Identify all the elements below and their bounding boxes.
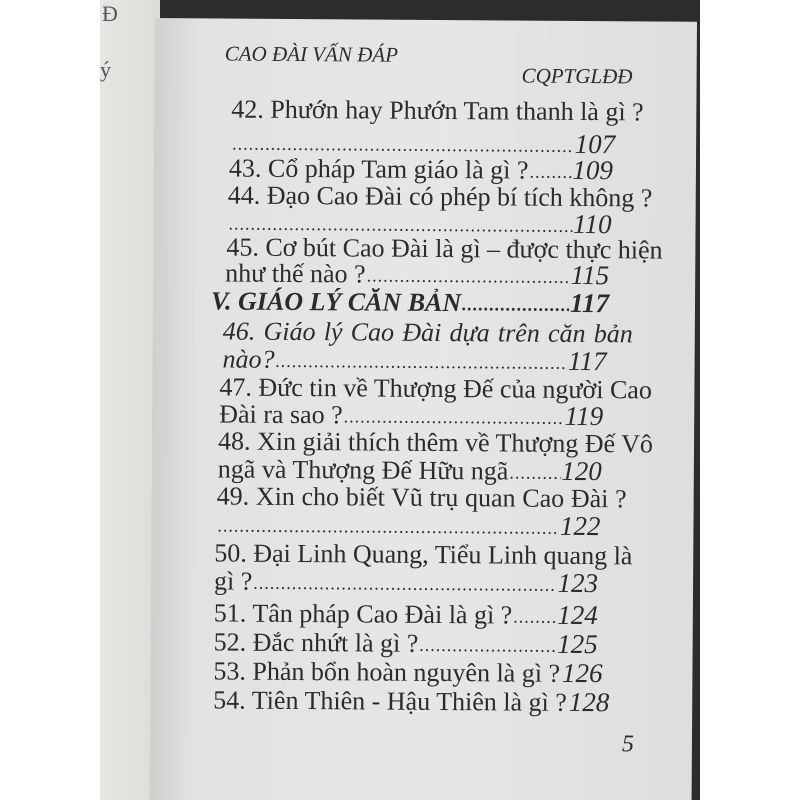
running-head-title: CAO ĐÀI VẤN ĐÁP — [224, 41, 399, 67]
toc-page-number: 128 — [568, 686, 610, 718]
toc-text: 53. Phản bổn hoàn nguyên là gì ? — [213, 656, 561, 688]
toc-page-number: 120 — [561, 455, 602, 487]
toc-section-v — [210, 286, 610, 319]
toc-entry-45-line1: 45. Cơ bút Cao Đài là gì – được thực hiện — [226, 232, 663, 265]
toc-page-number: 109 — [572, 154, 614, 186]
dot-leader — [253, 572, 556, 592]
page-number: 5 — [621, 731, 635, 758]
toc-entry-50-line2 — [213, 566, 599, 599]
toc-text: Đài ra sao ? — [219, 399, 343, 430]
section-heading: V. GIÁO LÝ CĂN BẢN — [210, 286, 462, 318]
dot-leader — [217, 514, 559, 534]
toc-page-number: 115 — [570, 259, 610, 291]
toc-entry-44-line2 — [228, 208, 612, 240]
toc-text: 51. Tân pháp Cao Đài là gì ? — [213, 598, 513, 630]
book-photo — [100, 0, 700, 800]
toc-entry-48-line2 — [217, 454, 602, 487]
toc-page-number: 122 — [559, 510, 601, 542]
dot-leader — [276, 350, 568, 370]
toc-text: nào? — [222, 344, 275, 374]
toc-entry-52 — [213, 627, 598, 660]
toc-entry-50-line1: 50. Đại Linh Quang, Tiểu Linh quang là — [214, 538, 633, 571]
toc-page-number: 119 — [564, 400, 604, 432]
toc-page-number: 110 — [572, 208, 612, 240]
toc-page-number: 124 — [557, 599, 598, 631]
dot-leader — [462, 293, 569, 312]
toc-page-number: 123 — [557, 567, 599, 599]
dot-leader — [529, 161, 571, 179]
toc-entry-51 — [213, 598, 598, 631]
dot-leader — [367, 264, 570, 283]
toc-text: như thế nào ? — [225, 258, 366, 289]
toc-entry-49-line1: 49. Xin cho biết Vũ trụ quan Cao Đài ? — [216, 481, 627, 514]
dot-leader — [229, 213, 573, 233]
toc-page-number: 126 — [561, 657, 603, 689]
toc-entry-44-line1: 44. Đạo Cao Đài có phép bí tích không ? — [227, 180, 653, 213]
toc-entry-46-line2 — [222, 344, 607, 377]
toc-text: ngã và Thượng Đế Hữu ngã — [217, 454, 509, 486]
toc-entry-47-line1: 47. Đức tin về Thượng Đế của người Cao — [219, 372, 653, 405]
toc-text: 43. Cổ pháp Tam giáo là gì ? — [228, 153, 529, 185]
toc-entry-47-line2 — [219, 399, 604, 432]
toc-entry-42-line2 — [231, 128, 616, 160]
toc-entry-42-line1: 42. Phướn hay Phướn Tam thanh là gì ? — [231, 94, 644, 127]
toc-text: 54. Tiên Thiên - Hậu Thiên là gì ? — [213, 685, 567, 717]
dot-leader — [513, 606, 556, 624]
adjacent-page-glyph: ý — [100, 57, 111, 82]
dot-leader — [509, 461, 560, 479]
toc-entry-48-line1: 48. Xin giải thích thêm về Thượng Đế Vô — [217, 426, 654, 459]
toc-entry-46-line1: 46. Giáo lý Cao Đài dựa trên căn bản — [222, 316, 633, 349]
toc-entry-45-line2 — [225, 258, 610, 291]
toc-page-number: 117 — [568, 345, 607, 377]
dot-leader — [419, 634, 556, 653]
toc-entry-54 — [213, 685, 610, 718]
dot-leader — [232, 133, 574, 153]
dot-leader — [344, 405, 564, 425]
adjacent-page-glyph: Đ — [102, 1, 118, 26]
toc-page-number: 125 — [557, 628, 598, 660]
toc-entry-49-line2 — [216, 510, 601, 542]
running-head-publisher: CQPTGLĐĐ — [521, 63, 633, 89]
toc-page-number: 117 — [569, 287, 610, 319]
toc-page-number: 107 — [574, 128, 616, 160]
toc-entry-43 — [228, 153, 614, 186]
book-page — [149, 18, 697, 800]
toc-text: gì ? — [213, 566, 253, 596]
toc-text: 52. Đắc nhứt là gì ? — [213, 627, 419, 658]
toc-entry-53 — [213, 656, 603, 689]
